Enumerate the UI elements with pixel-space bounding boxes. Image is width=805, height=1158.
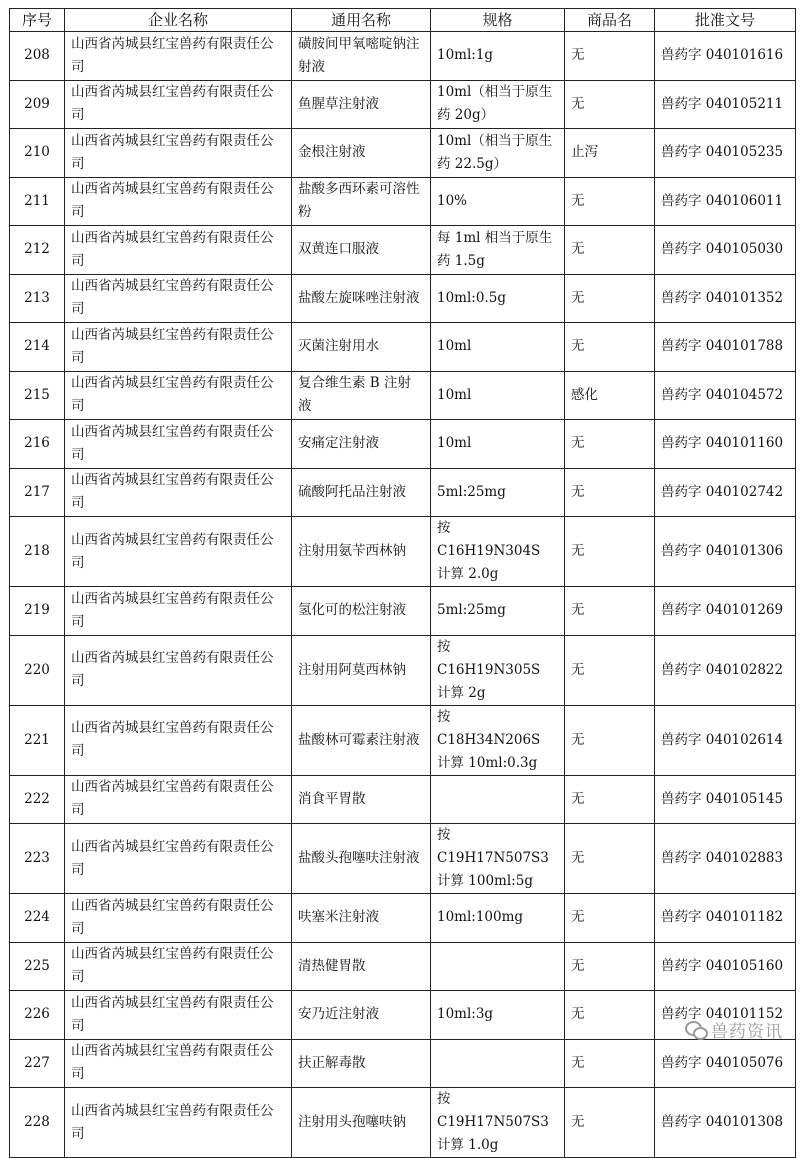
cell-generic-name: 注射用头孢噻呋钠: [292, 1088, 431, 1158]
cell-approval: 兽药字 040101616: [655, 32, 796, 81]
cell-brand: 止泻: [565, 129, 655, 178]
cell-no: 214: [10, 323, 65, 372]
cell-approval: 兽药字 040105030: [655, 226, 796, 275]
cell-generic-name: 盐酸多西环素可溶性粉: [292, 177, 431, 226]
cell-spec: 5ml:25mg: [431, 468, 565, 517]
cell-brand: 无: [565, 323, 655, 372]
table-row: [10, 177, 796, 226]
cell-no: 215: [10, 371, 65, 420]
cell-brand: 无: [565, 1039, 655, 1088]
table-row: [10, 80, 796, 129]
cell-no: 211: [10, 177, 65, 226]
cell-spec: 10ml:1g: [431, 32, 565, 81]
cell-generic-name: 盐酸林可霉素注射液: [292, 705, 431, 775]
table-row: [10, 517, 796, 587]
cell-spec: 按 C19H17N507S3 计算 1.0g: [431, 1088, 565, 1158]
cell-approval: 兽药字 040101306: [655, 517, 796, 587]
cell-company: 山西省芮城县红宝兽药有限责任公司: [65, 635, 292, 705]
cell-no: 217: [10, 468, 65, 517]
cell-approval: 兽药字 040102822: [655, 635, 796, 705]
cell-approval: 兽药字 040105160: [655, 942, 796, 991]
cell-brand: 无: [565, 274, 655, 323]
cell-no: 223: [10, 824, 65, 894]
cell-company: 山西省芮城县红宝兽药有限责任公司: [65, 274, 292, 323]
cell-company: 山西省芮城县红宝兽药有限责任公司: [65, 824, 292, 894]
cell-spec: 10ml: [431, 323, 565, 372]
cell-no: 218: [10, 517, 65, 587]
cell-company: 山西省芮城县红宝兽药有限责任公司: [65, 587, 292, 636]
cell-approval: 兽药字 040101352: [655, 274, 796, 323]
cell-brand: 无: [565, 991, 655, 1040]
cell-company: 山西省芮城县红宝兽药有限责任公司: [65, 1039, 292, 1088]
cell-company: 山西省芮城县红宝兽药有限责任公司: [65, 226, 292, 275]
cell-no: 224: [10, 894, 65, 943]
cell-spec: [431, 775, 565, 824]
cell-approval: 兽药字 040101160: [655, 420, 796, 469]
cell-generic-name: 氢化可的松注射液: [292, 587, 431, 636]
cell-approval: 兽药字 040106011: [655, 177, 796, 226]
cell-spec: 按 C16H19N305S 计算 2g: [431, 635, 565, 705]
cell-no: 220: [10, 635, 65, 705]
cell-generic-name: 盐酸头孢噻呋注射液: [292, 824, 431, 894]
cell-generic-name: 金根注射液: [292, 129, 431, 178]
header-company: 企业名称: [65, 9, 292, 32]
cell-generic-name: 磺胺间甲氧嘧啶钠注射液: [292, 32, 431, 81]
cell-spec: 按 C16H19N304S 计算 2.0g: [431, 517, 565, 587]
cell-approval: 兽药字 040105076: [655, 1039, 796, 1088]
cell-company: 山西省芮城县红宝兽药有限责任公司: [65, 894, 292, 943]
drug-approval-table: [9, 8, 796, 1158]
table-row: [10, 775, 796, 824]
cell-spec: 按 C19H17N507S3 计算 100ml:5g: [431, 824, 565, 894]
cell-brand: 无: [565, 420, 655, 469]
cell-brand: 无: [565, 942, 655, 991]
cell-brand: 无: [565, 894, 655, 943]
cell-brand: 无: [565, 587, 655, 636]
cell-generic-name: 盐酸左旋咪唑注射液: [292, 274, 431, 323]
cell-generic-name: 清热健胃散: [292, 942, 431, 991]
cell-no: 225: [10, 942, 65, 991]
cell-approval: 兽药字 040105145: [655, 775, 796, 824]
cell-approval: 兽药字 040102742: [655, 468, 796, 517]
cell-spec: 10ml:0.5g: [431, 274, 565, 323]
cell-spec: 10ml:3g: [431, 991, 565, 1040]
table-row: [10, 824, 796, 894]
cell-generic-name: 注射用氨苄西林钠: [292, 517, 431, 587]
cell-no: 210: [10, 129, 65, 178]
cell-company: 山西省芮城县红宝兽药有限责任公司: [65, 80, 292, 129]
table-row: [10, 420, 796, 469]
cell-brand: 无: [565, 177, 655, 226]
table-row: [10, 1088, 796, 1158]
cell-generic-name: 扶正解毒散: [292, 1039, 431, 1088]
cell-generic-name: 呋塞米注射液: [292, 894, 431, 943]
table-row: [10, 129, 796, 178]
header-spec: 规格: [431, 9, 565, 32]
cell-company: 山西省芮城县红宝兽药有限责任公司: [65, 323, 292, 372]
cell-brand: 无: [565, 226, 655, 275]
cell-brand: 无: [565, 80, 655, 129]
cell-brand: 无: [565, 468, 655, 517]
cell-company: 山西省芮城县红宝兽药有限责任公司: [65, 705, 292, 775]
cell-generic-name: 双黄连口服液: [292, 226, 431, 275]
table-row: [10, 1039, 796, 1088]
cell-company: 山西省芮城县红宝兽药有限责任公司: [65, 517, 292, 587]
table-row: [10, 371, 796, 420]
cell-approval: 兽药字 040101152: [655, 991, 796, 1040]
cell-brand: 无: [565, 635, 655, 705]
cell-approval: 兽药字 040105211: [655, 80, 796, 129]
cell-spec: 每 1ml 相当于原生药 1.5g: [431, 226, 565, 275]
cell-spec: 按 C18H34N206S 计算 10ml:0.3g: [431, 705, 565, 775]
table-row: [10, 942, 796, 991]
watermark-text: 兽药资讯: [711, 1022, 783, 1042]
cell-approval: 兽药字 040104572: [655, 371, 796, 420]
cell-generic-name: 灭菌注射用水: [292, 323, 431, 372]
cell-spec: 10ml（相当于原生药 22.5g）: [431, 129, 565, 178]
cell-brand: 无: [565, 1088, 655, 1158]
table-row: [10, 32, 796, 81]
cell-spec: [431, 942, 565, 991]
cell-no: 226: [10, 991, 65, 1040]
cell-generic-name: 复合维生素 B 注射液: [292, 371, 431, 420]
table-row: [10, 226, 796, 275]
cell-no: 209: [10, 80, 65, 129]
cell-company: 山西省芮城县红宝兽药有限责任公司: [65, 991, 292, 1040]
cell-brand: 无: [565, 32, 655, 81]
table-row: [10, 587, 796, 636]
cell-spec: [431, 1039, 565, 1088]
cell-company: 山西省芮城县红宝兽药有限责任公司: [65, 1088, 292, 1158]
cell-generic-name: 注射用阿莫西林钠: [292, 635, 431, 705]
cell-approval: 兽药字 040101308: [655, 1088, 796, 1158]
cell-company: 山西省芮城县红宝兽药有限责任公司: [65, 942, 292, 991]
cell-brand: 无: [565, 775, 655, 824]
cell-no: 227: [10, 1039, 65, 1088]
cell-no: 228: [10, 1088, 65, 1158]
table-row: [10, 468, 796, 517]
cell-spec: 10ml（相当于原生药 20g）: [431, 80, 565, 129]
table-row: [10, 705, 796, 775]
cell-spec: 10%: [431, 177, 565, 226]
cell-no: 208: [10, 32, 65, 81]
cell-company: 山西省芮城县红宝兽药有限责任公司: [65, 775, 292, 824]
header-generic-name: 通用名称: [292, 9, 431, 32]
cell-brand: 无: [565, 824, 655, 894]
cell-generic-name: 消食平胃散: [292, 775, 431, 824]
table-row: [10, 894, 796, 943]
cell-spec: 5ml:25mg: [431, 587, 565, 636]
cell-company: 山西省芮城县红宝兽药有限责任公司: [65, 468, 292, 517]
cell-company: 山西省芮城县红宝兽药有限责任公司: [65, 129, 292, 178]
cell-no: 222: [10, 775, 65, 824]
cell-company: 山西省芮城县红宝兽药有限责任公司: [65, 371, 292, 420]
cell-approval: 兽药字 040101788: [655, 323, 796, 372]
cell-spec: 10ml: [431, 420, 565, 469]
cell-approval: 兽药字 040102614: [655, 705, 796, 775]
cell-no: 216: [10, 420, 65, 469]
cell-generic-name: 硫酸阿托品注射液: [292, 468, 431, 517]
cell-no: 221: [10, 705, 65, 775]
cell-company: 山西省芮城县红宝兽药有限责任公司: [65, 420, 292, 469]
cell-approval: 兽药字 040102883: [655, 824, 796, 894]
header-approval: 批准文号: [655, 9, 796, 32]
cell-no: 212: [10, 226, 65, 275]
table-row: [10, 635, 796, 705]
header-no: 序号: [10, 9, 65, 32]
table-row: [10, 323, 796, 372]
cell-approval: 兽药字 040105235: [655, 129, 796, 178]
cell-company: 山西省芮城县红宝兽药有限责任公司: [65, 177, 292, 226]
header-brand: 商品名: [565, 9, 655, 32]
table-row: [10, 991, 796, 1040]
cell-generic-name: 安痛定注射液: [292, 420, 431, 469]
cell-brand: 无: [565, 517, 655, 587]
cell-no: 213: [10, 274, 65, 323]
cell-brand: 无: [565, 705, 655, 775]
table-row: [10, 274, 796, 323]
cell-company: 山西省芮城县红宝兽药有限责任公司: [65, 32, 292, 81]
cell-approval: 兽药字 040101182: [655, 894, 796, 943]
cell-brand: 感化: [565, 371, 655, 420]
cell-approval: 兽药字 040101269: [655, 587, 796, 636]
cell-spec: 10ml:100mg: [431, 894, 565, 943]
cell-spec: 10ml: [431, 371, 565, 420]
cell-no: 219: [10, 587, 65, 636]
cell-generic-name: 安乃近注射液: [292, 991, 431, 1040]
cell-generic-name: 鱼腥草注射液: [292, 80, 431, 129]
table-header-row: [10, 9, 796, 32]
